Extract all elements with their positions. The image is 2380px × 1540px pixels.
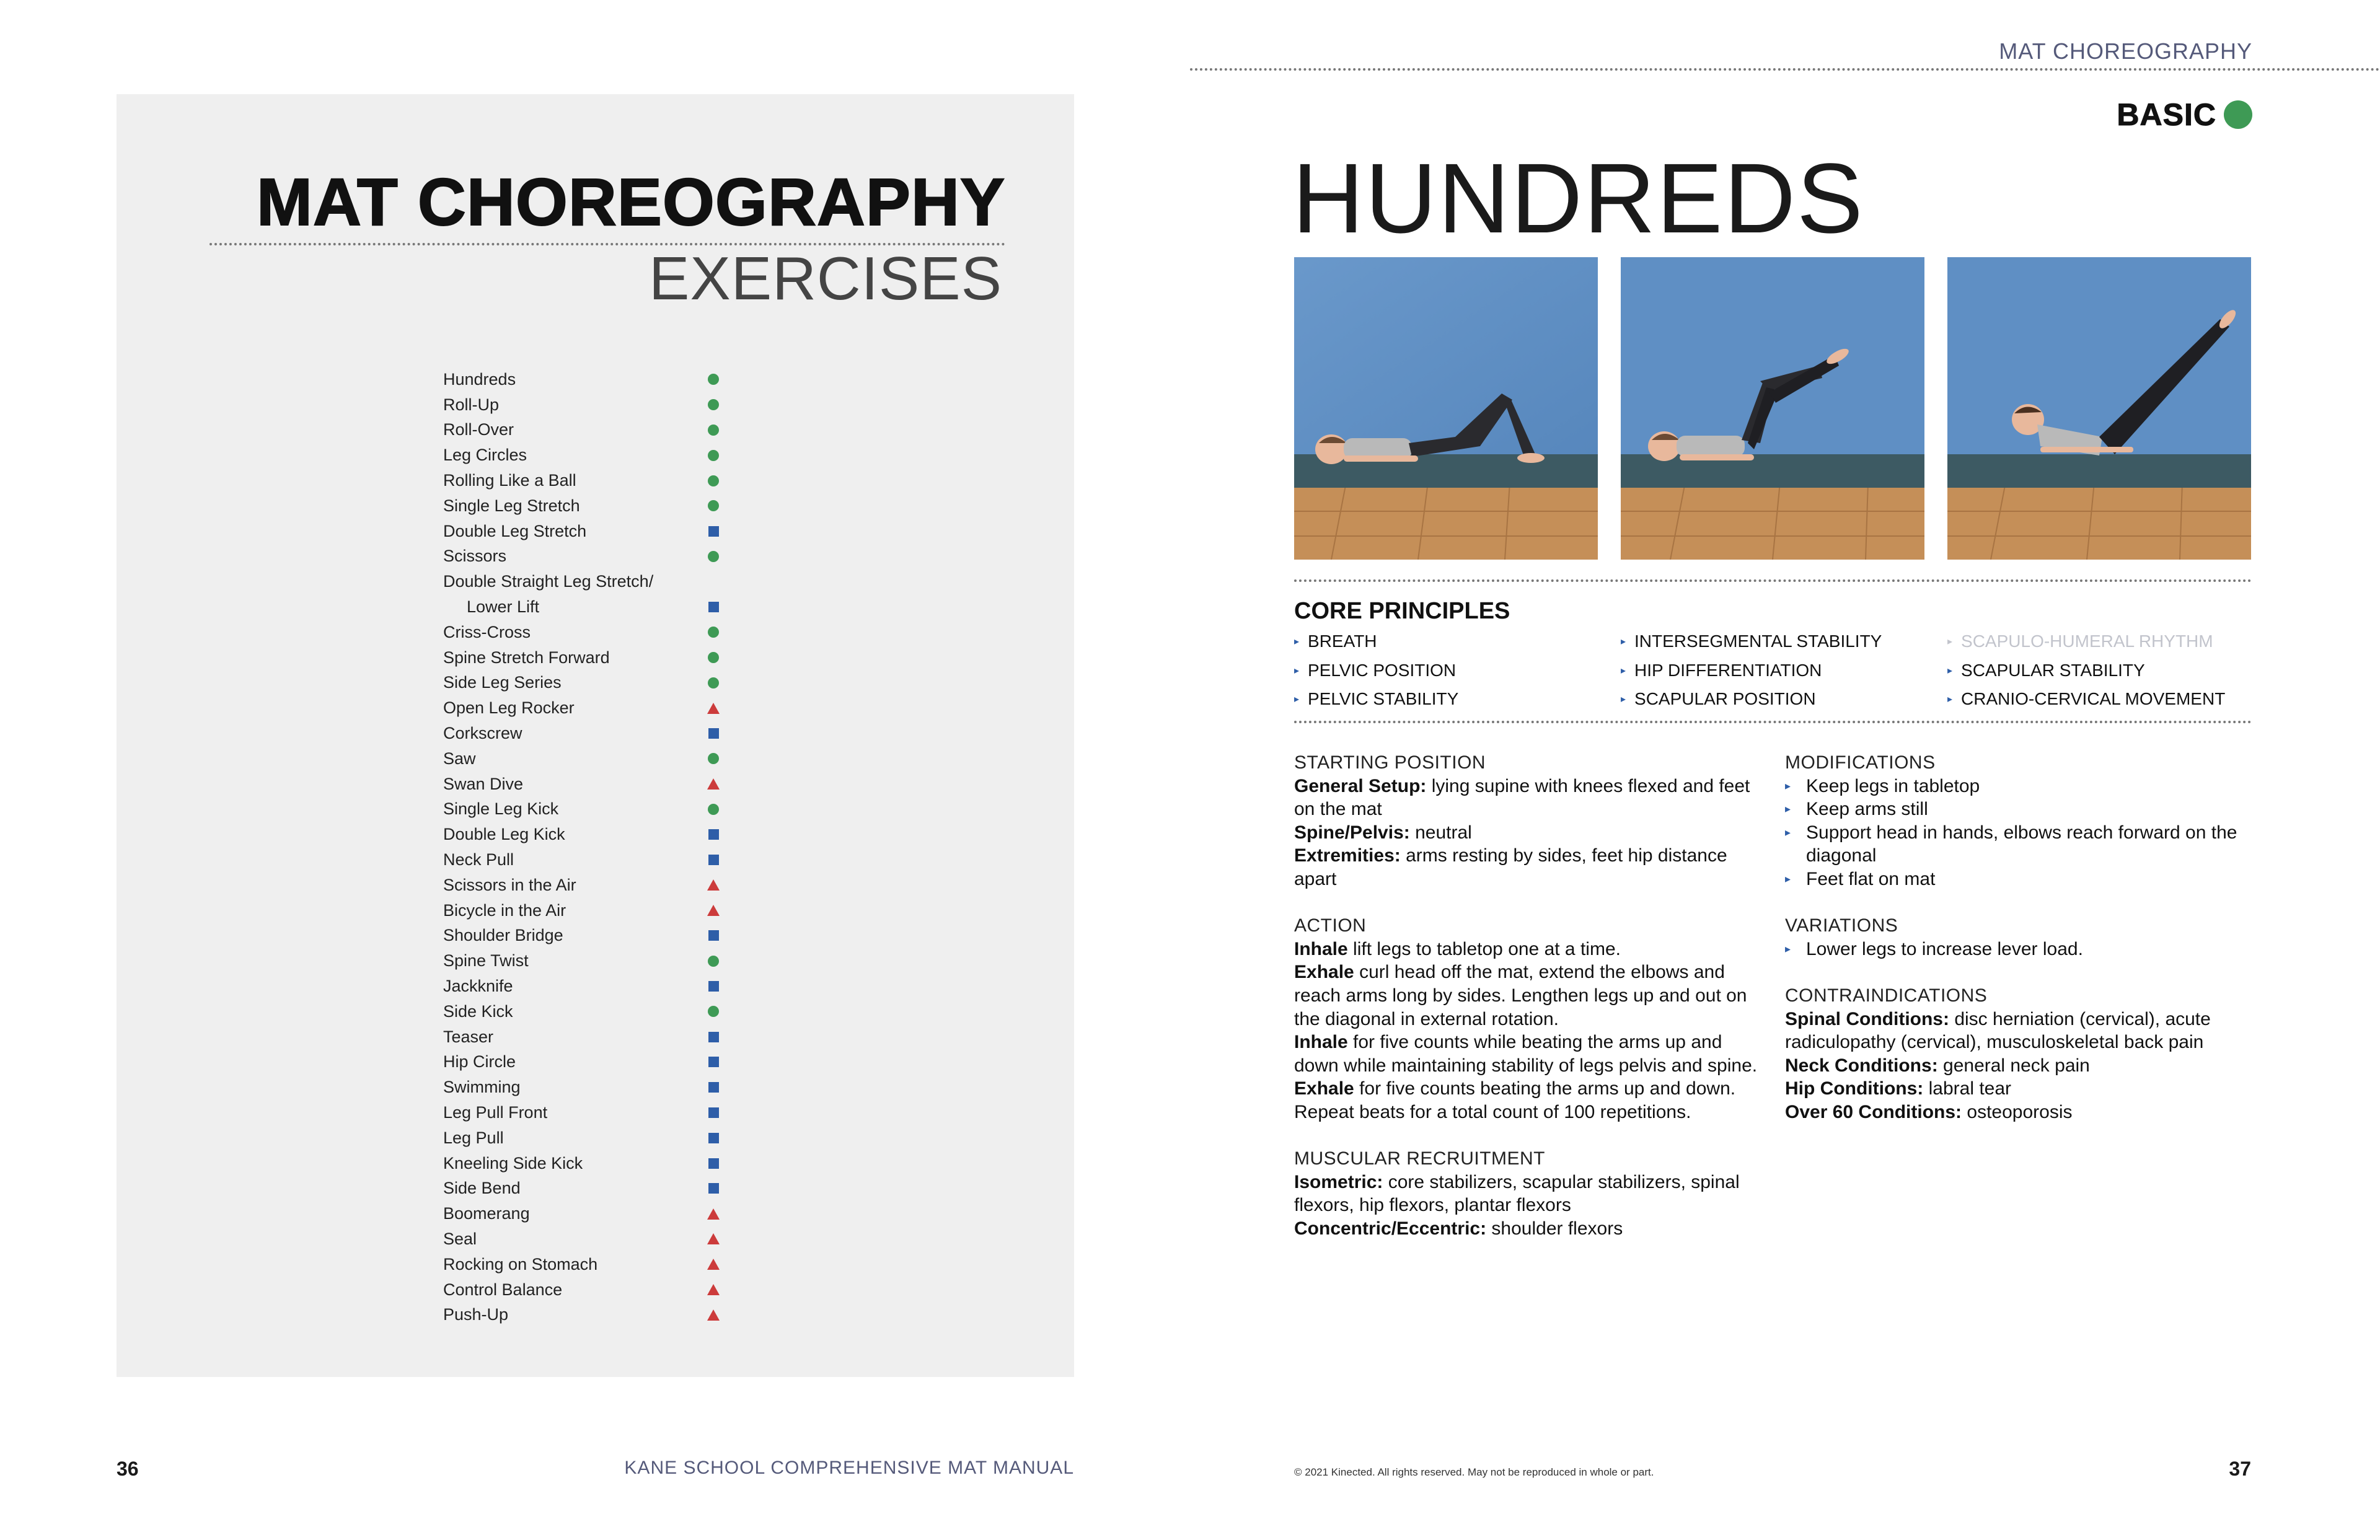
action-step-text: curl head off the mat, extend the elbows and reach arms long by sides. Lengthen legs up and out on the diagonal in external rotation.	[1294, 962, 1747, 1029]
contraindications-heading: CONTRAINDICATIONS	[1785, 985, 1988, 1006]
intermediate-level-icon	[708, 829, 719, 840]
variations-list	[1785, 938, 2256, 961]
exercise-name: Push-Up	[443, 1305, 509, 1324]
exercise-name: Single Leg Stretch	[443, 496, 580, 515]
intermediate-level-icon	[708, 930, 719, 941]
core-principle-item	[1621, 656, 1947, 685]
exercise-list-item	[443, 721, 728, 746]
exercise-list	[443, 367, 728, 1327]
bullet-text: Keep legs in tabletop	[1806, 775, 1980, 796]
basic-level-icon	[708, 500, 719, 511]
core-principle-label: BREATH	[1308, 631, 1377, 651]
modifications-list	[1785, 775, 2256, 891]
advanced-level-icon	[707, 1284, 720, 1295]
intermediate-level-icon	[708, 1183, 719, 1194]
intermediate-level-icon	[708, 855, 719, 865]
intermediate-level-icon	[708, 1133, 719, 1143]
exercise-list-item	[443, 1125, 728, 1151]
exercise-name: Teaser	[443, 1027, 494, 1046]
header-divider	[1190, 68, 2380, 71]
exercise-name: Rolling Like a Ball	[443, 471, 576, 490]
advanced-level-icon	[707, 905, 720, 916]
contraindication-text: general neck pain	[1937, 1055, 2090, 1076]
exercise-list-item	[443, 620, 728, 645]
core-principle-item	[1621, 685, 1947, 714]
exercise-name: Seal	[443, 1229, 477, 1248]
action-step-label: Inhale	[1294, 1032, 1348, 1053]
starting-position-heading: STARTING POSITION	[1294, 752, 1486, 773]
photo-tabletop-prep	[1294, 257, 1598, 560]
page-title: MAT CHOREOGRAPHY	[256, 164, 1005, 239]
exercise-name: Spine Twist	[443, 951, 529, 970]
action-step-label: Inhale	[1294, 938, 1348, 959]
basic-level-icon	[708, 399, 719, 410]
triangle-bullet-icon: ▸	[1785, 825, 1791, 838]
basic-level-icon	[708, 753, 719, 764]
exercise-name: Control Balance	[443, 1280, 563, 1299]
triangle-bullet-icon: ▸	[1294, 694, 1300, 705]
exercise-name: Corkscrew	[443, 724, 522, 743]
exercise-list-item	[443, 367, 728, 392]
exercise-list-item	[443, 1302, 728, 1327]
core-principle-label: CRANIO-CERVICAL MOVEMENT	[1961, 689, 2226, 709]
exercise-list-item	[443, 594, 728, 620]
core-principle-label: PELVIC POSITION	[1308, 660, 1457, 680]
intermediate-level-icon	[708, 728, 719, 739]
core-principle-label: HIP DIFFERENTIATION	[1634, 660, 1822, 680]
exercise-list-item	[443, 873, 728, 898]
no-level-marker	[708, 576, 719, 587]
page-subtitle: EXERCISES	[649, 244, 1002, 312]
contraindication-item	[1785, 1101, 2256, 1124]
exercise-name: Neck Pull	[443, 850, 514, 869]
contraindication-text: disc herniation (cervical), acute radiculopathy (cervical), musculoskeletal back pain	[1785, 1008, 2211, 1053]
exercise-name: Bicycle in the Air	[443, 900, 566, 920]
isometric: Isometric: core stabilizers, scapular stabilizers, spinal flexors, hip flexors, plantar flexors	[1294, 1171, 1740, 1216]
advanced-level-icon	[707, 703, 720, 714]
intermediate-level-icon	[708, 1032, 719, 1042]
core-principles-bottom-divider	[1294, 721, 2252, 723]
action-step	[1294, 938, 1771, 961]
action-step	[1294, 1077, 1771, 1124]
exercise-name: Leg Pull Front	[443, 1103, 548, 1122]
core-principle-item	[1621, 627, 1947, 656]
exercise-name: Rocking on Stomach	[443, 1254, 598, 1274]
exercise-list-item	[443, 544, 728, 570]
bullet-item	[1785, 868, 2256, 891]
basic-level-icon	[708, 1006, 719, 1017]
exercise-list-item	[443, 999, 728, 1024]
exercise-name: Side Kick	[443, 1001, 513, 1021]
contraindication-item	[1785, 1054, 2256, 1078]
exercise-list-item	[443, 1151, 728, 1176]
exercise-name: Single Leg Kick	[443, 799, 559, 819]
core-principle-label: SCAPULAR POSITION	[1634, 689, 1816, 709]
core-principle-label: SCAPULAR STABILITY	[1961, 660, 2145, 680]
core-principle-label: SCAPULO-HUMERAL RHYTHM	[1961, 631, 2213, 651]
exercise-list-item	[443, 898, 728, 923]
action-heading: ACTION	[1294, 915, 1367, 936]
action-step-text: lift legs to tabletop one at a time.	[1347, 938, 1621, 959]
exercise-list-item	[443, 923, 728, 949]
exercise-list-item	[443, 1226, 728, 1252]
exercise-list-item	[443, 442, 728, 468]
triangle-bullet-icon: ▸	[1785, 779, 1791, 792]
photo-legs-tabletop	[1621, 257, 1924, 560]
bullet-item	[1785, 938, 2256, 961]
intermediate-level-icon	[708, 526, 719, 537]
exercise-name: Spine Stretch Forward	[443, 648, 610, 667]
exercise-list-item	[443, 645, 728, 671]
bullet-text: Lower legs to increase lever load.	[1806, 938, 2083, 959]
contraindication-label: Spinal Conditions:	[1785, 1008, 1949, 1029]
contraindication-item	[1785, 1008, 2256, 1054]
core-principle-label: INTERSEGMENTAL STABILITY	[1634, 631, 1882, 651]
level-badge	[2117, 97, 2252, 133]
exercise-list-item	[443, 1100, 728, 1125]
core-principle-item	[1947, 627, 2261, 656]
triangle-bullet-icon: ▸	[1621, 636, 1626, 648]
core-principle-item	[1947, 656, 2261, 685]
advanced-level-icon	[707, 1233, 720, 1244]
advanced-level-icon	[707, 1309, 720, 1321]
triangle-bullet-icon: ▸	[1621, 694, 1626, 705]
exercise-list-item	[443, 493, 728, 519]
contraindications-list	[1785, 1008, 2256, 1124]
level-label: BASIC	[2117, 97, 2216, 132]
core-principle-item	[1294, 656, 1621, 685]
action-step	[1294, 961, 1771, 1031]
core-principle-item	[1294, 627, 1621, 656]
muscular-recruitment-heading: MUSCULAR RECRUITMENT	[1294, 1148, 1546, 1169]
action-step-text: for five counts beating the arms up and down. Repeat beats for a total count of 100 repetitions.	[1294, 1078, 1736, 1122]
exercise-name: Boomerang	[443, 1204, 530, 1223]
exercise-list-item	[443, 418, 728, 443]
core-principles-grid	[1294, 627, 2261, 714]
section-header: MAT CHOREOGRAPHY	[1999, 38, 2252, 64]
action-steps	[1294, 938, 1771, 1124]
exercise-name: Swan Dive	[443, 774, 524, 793]
triangle-bullet-icon: ▸	[1294, 636, 1300, 648]
bullet-item	[1785, 798, 2256, 821]
core-principles-top-divider	[1294, 579, 2252, 582]
exercise-name: Hip Circle	[443, 1052, 516, 1071]
exercise-list-item	[443, 671, 728, 696]
intermediate-level-icon	[708, 1158, 719, 1169]
exercise-name: Scissors in the Air	[443, 875, 576, 894]
basic-level-icon	[708, 627, 719, 638]
exercise-list-item	[443, 1050, 728, 1075]
photo-hundreds-extended	[1947, 257, 2251, 560]
exercise-list-item	[443, 1277, 728, 1303]
triangle-bullet-icon: ▸	[1947, 636, 1953, 648]
exercise-name: Double Leg Stretch	[443, 521, 587, 540]
core-principle-item	[1294, 685, 1621, 714]
exercise-name: Criss-Cross	[443, 622, 531, 641]
bullet-item	[1785, 821, 2256, 868]
core-principle-item	[1947, 685, 2261, 714]
intermediate-level-icon	[708, 1057, 719, 1067]
details-column-left	[1294, 751, 1771, 1240]
exercise-list-item	[443, 948, 728, 974]
action-step-text: for five counts while beating the arms up and down while maintaining stability of legs pelvis and spine.	[1294, 1032, 1758, 1076]
intermediate-level-icon	[708, 1082, 719, 1093]
exercise-name: Open Leg Rocker	[443, 698, 575, 718]
core-principle-label: PELVIC STABILITY	[1308, 689, 1459, 709]
exercise-name: Jackknife	[443, 977, 513, 996]
basic-level-icon	[708, 804, 719, 815]
contraindication-item	[1785, 1077, 2256, 1101]
exercise-name: Roll-Over	[443, 420, 514, 439]
bullet-text: Feet flat on mat	[1806, 868, 1936, 889]
exercise-list-item	[443, 569, 728, 594]
triangle-bullet-icon: ▸	[1785, 872, 1791, 885]
copyright-notice: © 2021 Kinected. All rights reserved. May not be reproduced in whole or part.	[1294, 1466, 1654, 1478]
intermediate-level-icon	[708, 981, 719, 992]
triangle-bullet-icon: ▸	[1785, 803, 1791, 816]
core-principles-title: CORE PRINCIPLES	[1294, 598, 1510, 624]
intermediate-level-icon	[708, 1107, 719, 1118]
contraindication-label: Hip Conditions:	[1785, 1078, 1924, 1099]
spine-pelvis: Spine/Pelvis: neutral	[1294, 822, 1472, 843]
exercise-list-item	[443, 519, 728, 544]
exercise-list-item	[443, 822, 728, 847]
basic-level-icon	[708, 425, 719, 436]
modifications-heading: MODIFICATIONS	[1785, 752, 1936, 773]
advanced-level-icon	[707, 879, 720, 891]
intermediate-level-icon	[708, 602, 719, 612]
advanced-level-icon	[707, 778, 720, 790]
exercise-name: Roll-Up	[443, 395, 500, 414]
contraindication-text: labral tear	[1923, 1078, 2012, 1099]
exercise-list-item	[443, 1176, 728, 1202]
contraindication-text: osteoporosis	[1962, 1101, 2073, 1122]
exercise-name: Saw	[443, 749, 476, 768]
exercise-name: Leg Circles	[443, 446, 527, 465]
advanced-level-icon	[707, 1259, 720, 1270]
triangle-bullet-icon: ▸	[1785, 942, 1791, 955]
basic-level-icon	[708, 374, 719, 385]
basic-level-icon	[708, 652, 719, 663]
variations-heading: VARIATIONS	[1785, 915, 1898, 936]
basic-level-icon	[708, 475, 719, 486]
advanced-level-icon	[707, 1208, 720, 1220]
exercise-name: Double Leg Kick	[443, 825, 565, 844]
bullet-text: Keep arms still	[1806, 799, 1928, 820]
exercise-title: HUNDREDS	[1292, 143, 1864, 253]
exercise-name: Scissors	[443, 547, 507, 566]
exercise-list-item	[443, 1024, 728, 1050]
exercise-list-item	[443, 772, 728, 797]
exercise-list-item	[443, 392, 728, 418]
exercise-list-item	[443, 974, 728, 999]
exercise-list-item	[443, 695, 728, 721]
bullet-text: Support head in hands, elbows reach forward on the diagonal	[1806, 822, 2237, 866]
exercise-list-item	[443, 468, 728, 493]
concentric-eccentric: Concentric/Eccentric: shoulder flexors	[1294, 1218, 1623, 1239]
footer-manual-title: KANE SCHOOL COMPREHENSIVE MAT MANUAL	[624, 1458, 1074, 1478]
triangle-bullet-icon: ▸	[1947, 694, 1953, 705]
contraindication-label: Neck Conditions:	[1785, 1055, 1938, 1076]
basic-level-icon	[708, 551, 719, 562]
bullet-item	[1785, 775, 2256, 798]
exercise-name: Shoulder Bridge	[443, 926, 563, 945]
exercise-list-item	[443, 746, 728, 772]
action-step	[1294, 1031, 1771, 1077]
action-step-label: Exhale	[1294, 1078, 1354, 1099]
exercise-name: Double Straight Leg Stretch/	[443, 572, 654, 591]
exercise-name: Lower Lift	[467, 597, 540, 617]
basic-level-icon	[2224, 100, 2252, 129]
basic-level-icon	[708, 450, 719, 461]
exercise-name: Side Bend	[443, 1179, 521, 1198]
exercise-name: Kneeling Side Kick	[443, 1153, 583, 1173]
page-number-right: 37	[2229, 1458, 2251, 1480]
exercise-list-item	[443, 847, 728, 873]
basic-level-icon	[708, 956, 719, 967]
details-column-right	[1785, 751, 2256, 1124]
exercise-list-item	[443, 1201, 728, 1226]
action-step-label: Exhale	[1294, 962, 1354, 983]
general-setup: General Setup: lying supine with knees flexed and feet on the mat	[1294, 775, 1750, 820]
exercise-list-item	[443, 1075, 728, 1100]
triangle-bullet-icon: ▸	[1294, 665, 1300, 676]
exercise-name: Swimming	[443, 1078, 521, 1097]
triangle-bullet-icon: ▸	[1947, 665, 1953, 676]
page-number-left: 36	[117, 1458, 139, 1480]
exercise-list-item	[443, 797, 728, 822]
exercise-name: Leg Pull	[443, 1128, 504, 1147]
extremities: Extremities: arms resting by sides, feet hip distance apart	[1294, 845, 1727, 889]
triangle-bullet-icon: ▸	[1621, 665, 1626, 676]
exercise-name: Hundreds	[443, 369, 516, 389]
basic-level-icon	[708, 677, 719, 689]
exercise-list-item	[443, 1252, 728, 1277]
exercise-name: Side Leg Series	[443, 673, 562, 692]
contraindication-label: Over 60 Conditions:	[1785, 1101, 1962, 1122]
